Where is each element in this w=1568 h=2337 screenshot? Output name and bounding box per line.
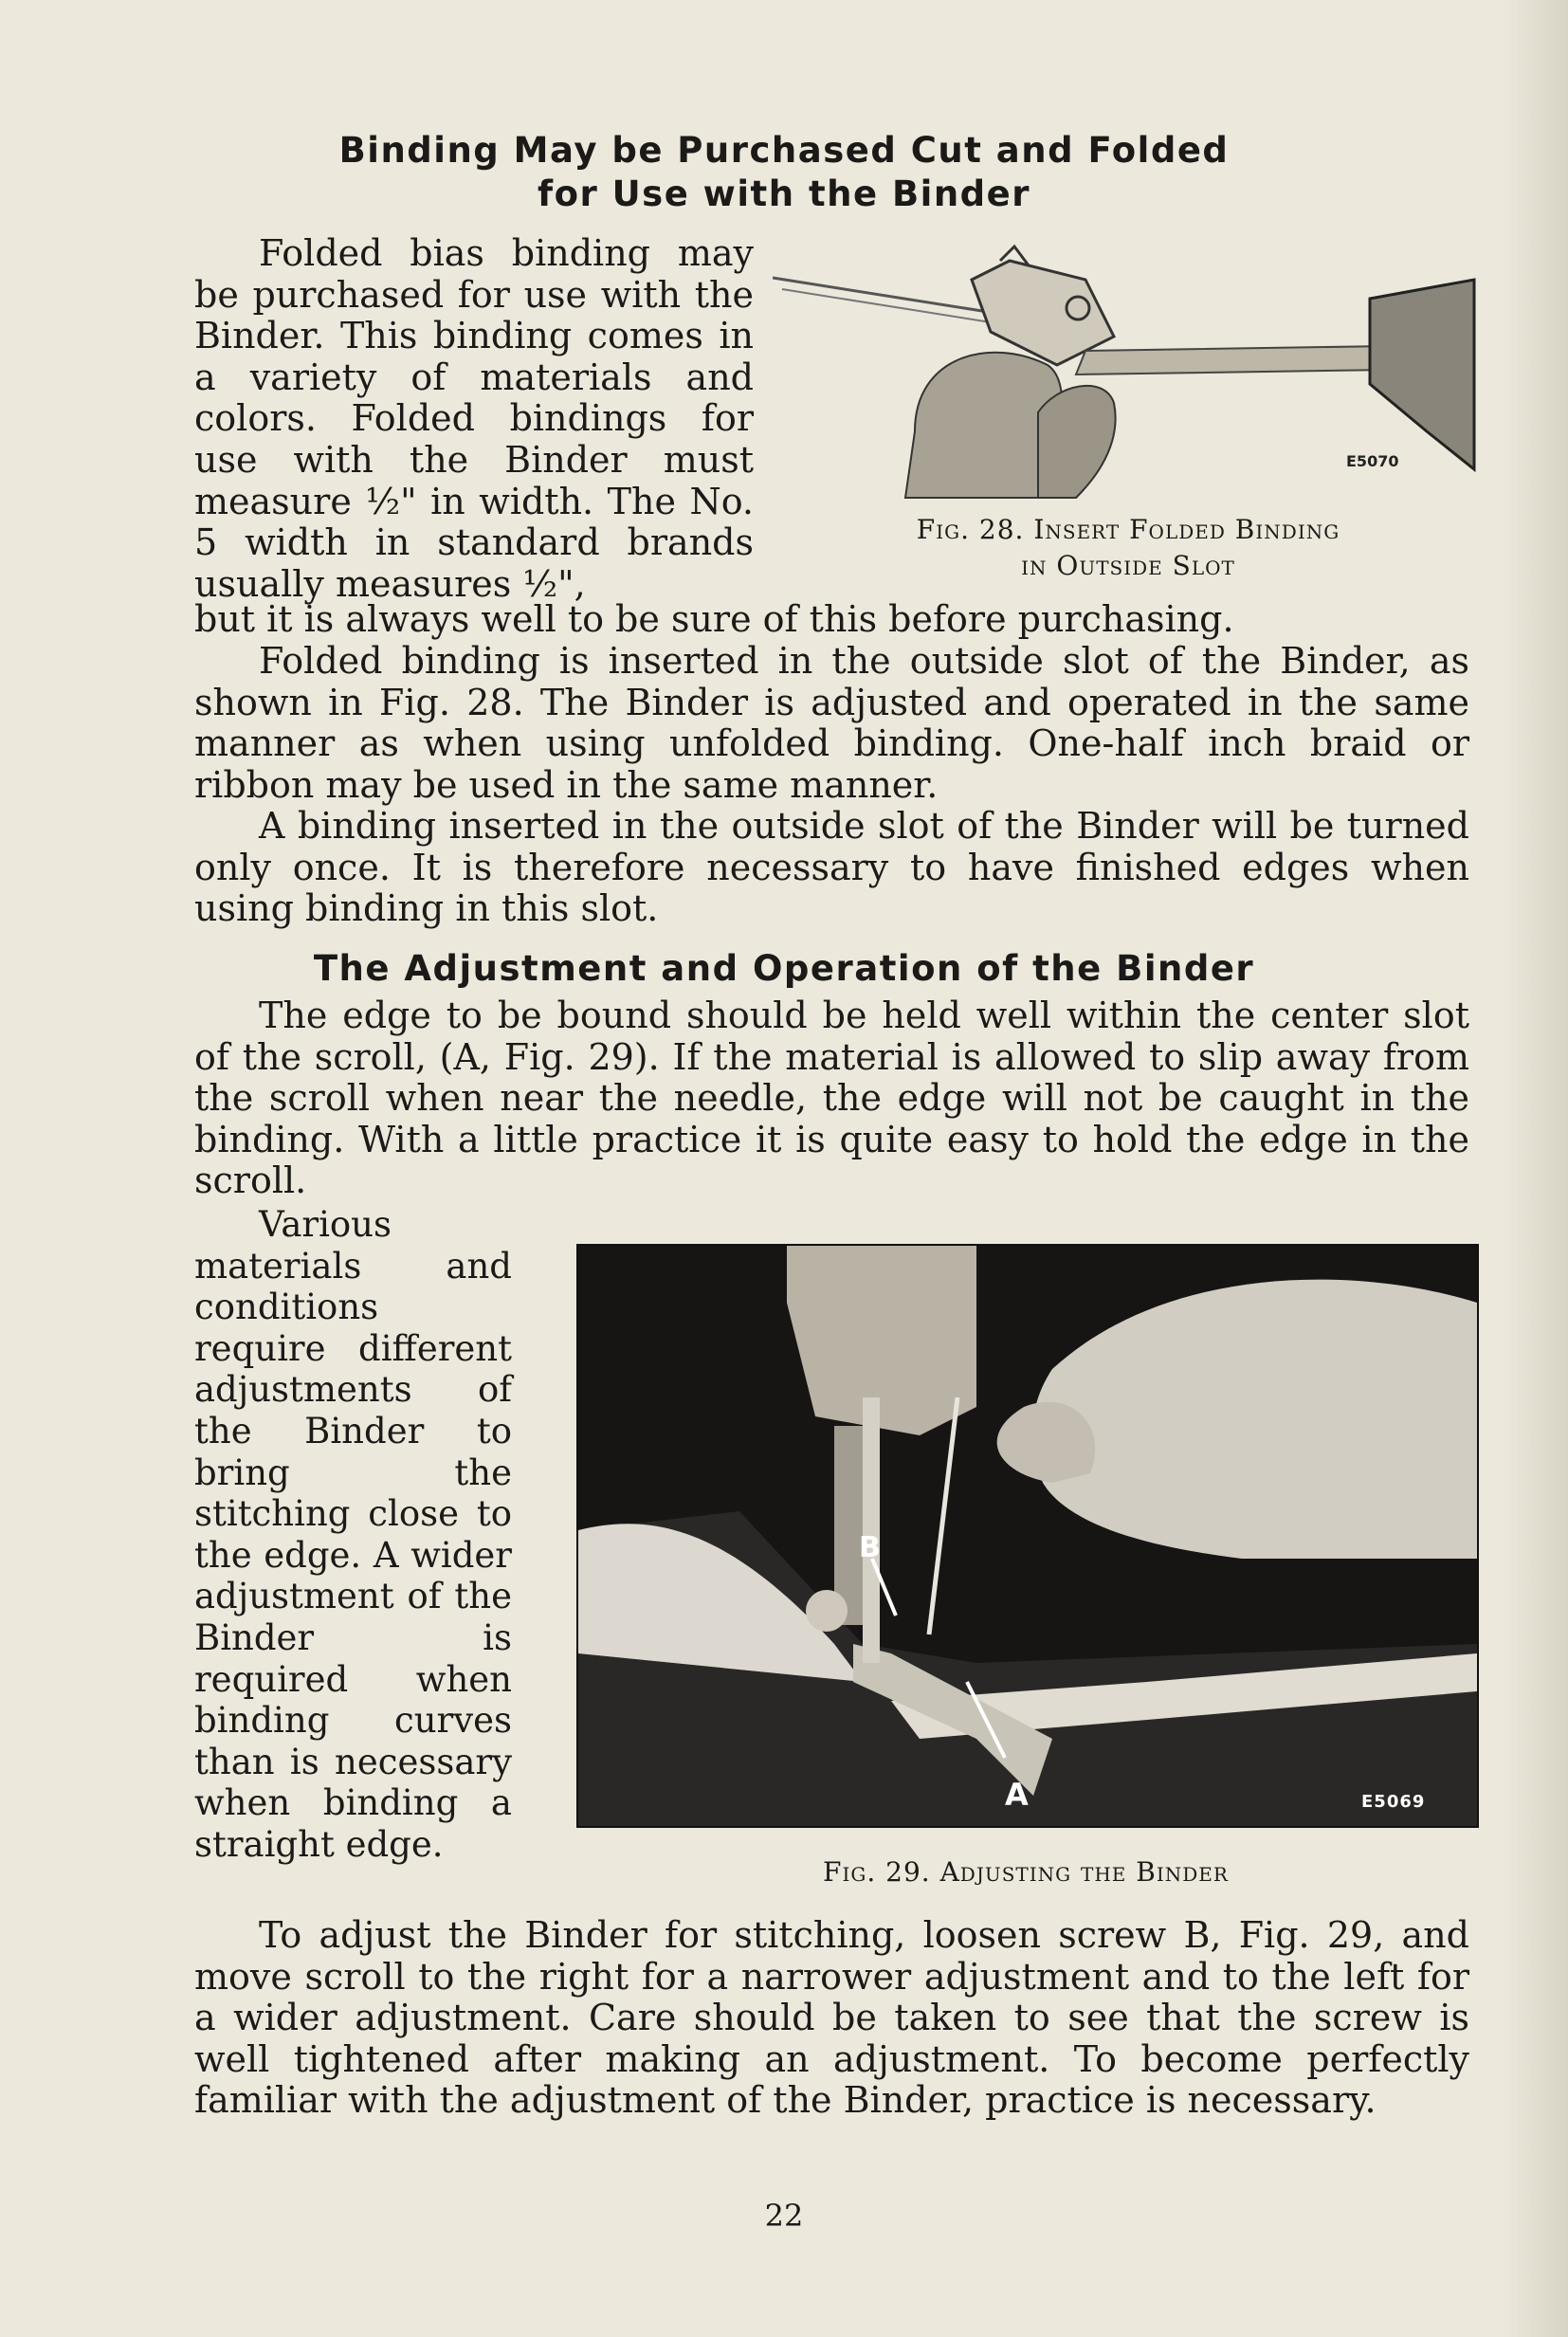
fig-29-label-b: B <box>859 1531 881 1564</box>
heading-line-1: Binding May be Purchased Cut and Folded <box>338 130 1230 171</box>
paragraph-folded-bias-binding: Folded bias binding may be purchased for use with the Binder. This binding comes in a variety of materials and colors. Folded bindings for use with the Binder must measure ½" in width. The No. 5 width in standard brands usually measures ½", <box>194 232 754 605</box>
fig-28-drawing <box>773 242 1479 502</box>
fig-28-caption <box>777 512 1479 584</box>
heading-adjustment-operation: The Adjustment and Operation of the Binder <box>313 948 1255 989</box>
page-number: 22 <box>764 2198 804 2234</box>
paragraph-outside-slot: Folded binding is inserted in the outside slot of the Binder, as shown in Fig. 28. The Binder is adjusted and operated in the same manner as when using unfolded binding. One-half inch braid or ribbon may be used in the same manner. <box>194 640 1469 806</box>
heading-line-2: for Use with the Binder <box>537 173 1031 214</box>
paragraph-turned-once: A binding inserted in the outside slot of the Binder will be turned only once. It is therefore necessary to have finished edges when using binding in this slot. <box>194 805 1469 930</box>
fig-28-caption-line-1: Fig. 28. Insert Folded Binding <box>916 514 1340 545</box>
heading-binding-purchased <box>0 129 1568 216</box>
fig-28-illustration <box>773 242 1479 502</box>
fig-29-label-a: A <box>1005 1777 1029 1813</box>
fig-29-code: E5069 <box>1361 1792 1426 1812</box>
paragraph-edge-bound: The edge to be bound should be held well within the center slot of the scroll, (A, Fig. 29). If the material is allowed to slip away from the scroll when near the needle, the edge will not be caught in the binding. With a little practice it is quite easy to hold the edge in the scroll. <box>194 995 1469 1202</box>
paragraph-adjust-binder: To adjust the Binder for stitching, loosen screw B, Fig. 29, and move scroll to the right for a narrower adjustment and to the left for a wider adjustment. Care should be taken to see that the screw is well tightened after making an adjustment. To become perfectly familiar with the adjustment of the Binder, practice is necessary. <box>194 1914 1469 2122</box>
paragraph-folded-bias-binding-continued: but it is always well to be sure of this before purchasing. <box>194 598 1234 640</box>
fig-29-caption-text: Fig. 29. Adjusting the Binder <box>823 1856 1229 1888</box>
fig-29-photo <box>576 1244 1479 1828</box>
fig-29-drawing <box>578 1246 1477 1826</box>
paragraph-various-materials: Various materials and conditions require different adjustments of the Binder to bring the stitching close to the edge. A wider adjustment of the Binder is required when binding curves than is necessary when binding a straight edge. <box>194 1204 512 1865</box>
fig-29-caption <box>576 1854 1475 1890</box>
fig-28-caption-line-2: in Outside Slot <box>1021 550 1235 581</box>
fig-28-code: E5070 <box>1346 452 1399 470</box>
